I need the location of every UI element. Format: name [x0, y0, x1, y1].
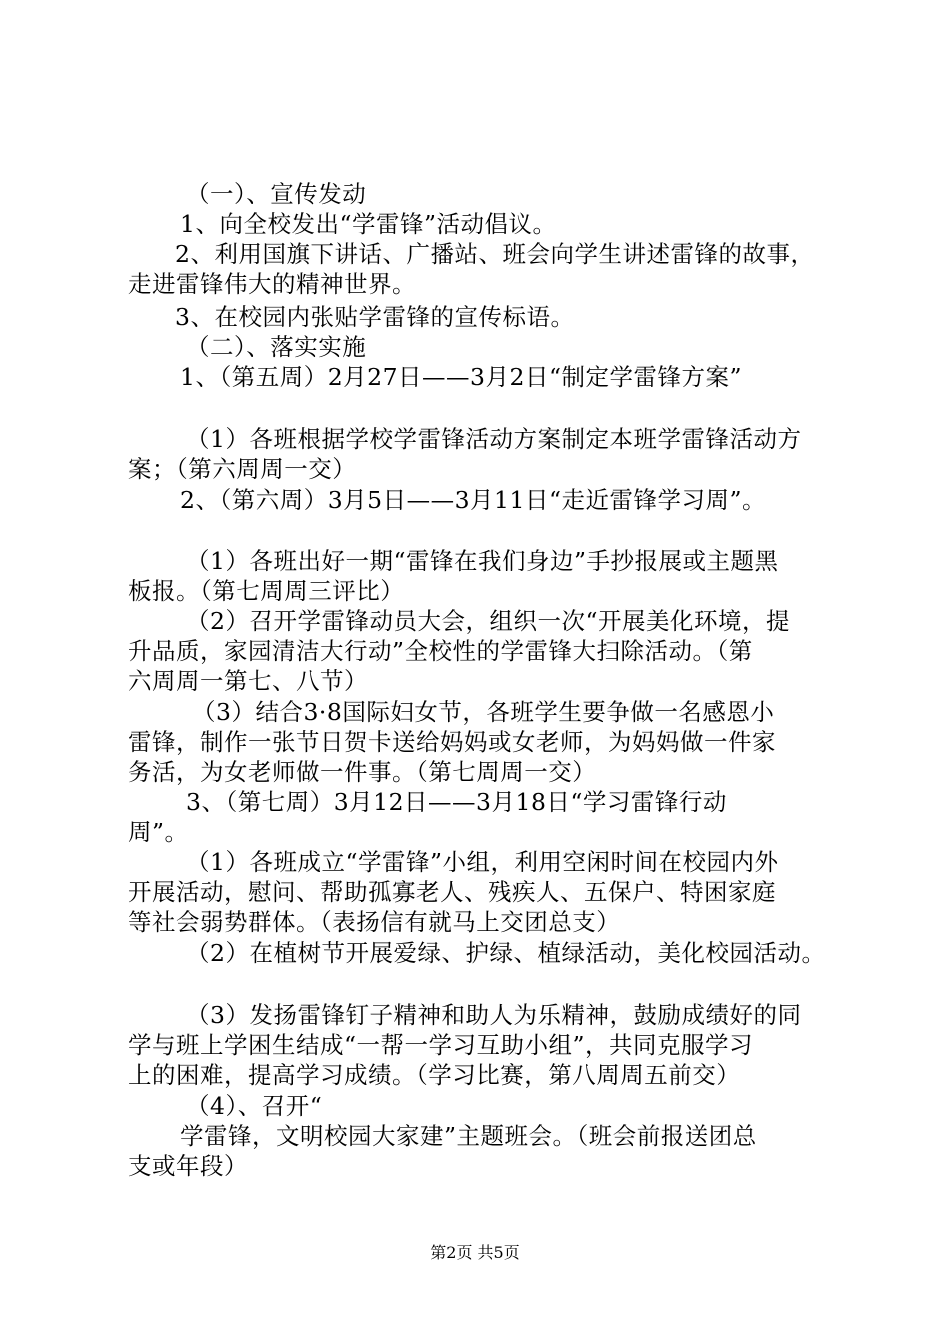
paragraph-line: 板报。（第七周周三评比） — [128, 577, 405, 605]
paragraph-line: （4）、召开“ — [186, 1092, 323, 1120]
week-heading: 3、（第七周）3月12日——3月18日“学习雷锋行动 — [186, 788, 727, 816]
paragraph-line: 学与班上学困生结成“一帮一学习互助小组”，共同克服学习 — [128, 1031, 754, 1059]
section-heading-publicity: （一）、宣传发动 — [186, 180, 367, 208]
paragraph-line: 1、向全校发出“学雷锋”活动倡议。 — [180, 210, 557, 238]
paragraph-line: （2）召开学雷锋动员大会，组织一次“开展美化环境，提 — [186, 607, 790, 635]
paragraph-line: （1）各班根据学校学雷锋活动方案制定本班学雷锋活动方 — [186, 425, 802, 453]
paragraph-line: 等社会弱势群体。（表扬信有就马上交团总支） — [128, 908, 621, 936]
paragraph-line: 2、利用国旗下讲话、广播站、班会向学生讲述雷锋的故事， — [175, 240, 815, 268]
paragraph-line: 案；（第六周周一交） — [128, 455, 357, 483]
paragraph-line: 学雷锋，文明校园大家建”主题班会。（班会前报送团总 — [180, 1122, 757, 1150]
paragraph-line: 上的困难，提高学习成绩。（学习比赛，第八周周五前交） — [128, 1061, 741, 1089]
paragraph-line: （2）在植树节开展爱绿、护绿、植绿活动，美化校园活动。 — [186, 939, 826, 967]
paragraph-line: （1）各班出好一期“雷锋在我们身边”手抄报展或主题黑 — [186, 547, 779, 575]
paragraph-line: 3、在校园内张贴学雷锋的宣传标语。 — [175, 303, 575, 331]
paragraph-line: 支或年段） — [128, 1152, 248, 1180]
paragraph-line: 周”。 — [128, 818, 189, 846]
paragraph-line: 六周周一第七、八节） — [128, 667, 368, 695]
paragraph-line: 走进雷锋伟大的精神世界。 — [128, 270, 416, 298]
page-number-footer: 第2页 共5页 — [430, 1243, 520, 1262]
paragraph-line: （3）结合3·8国际妇女节，各班学生要争做一名感恩小 — [192, 698, 775, 726]
paragraph-line: 雷锋，制作一张节日贺卡送给妈妈或女老师，为妈妈做一件家 — [128, 728, 776, 756]
week-heading: 2、（第六周）3月5日——3月11日“走近雷锋学习周”。 — [180, 486, 766, 514]
paragraph-line: 开展活动，慰问、帮助孤寡老人、残疾人、五保户、特困家庭 — [128, 878, 776, 906]
paragraph-line: （1）各班成立“学雷锋”小组，利用空闲时间在校园内外 — [186, 848, 779, 876]
week-heading: 1、（第五周）2月27日——3月2日“制定学雷锋方案” — [180, 363, 742, 391]
paragraph-line: 务活，为女老师做一件事。（第七周周一交） — [128, 758, 597, 786]
paragraph-line: 升品质，家园清洁大行动”全校性的学雷锋大扫除活动。（第 — [128, 637, 753, 665]
paragraph-line: （3）发扬雷锋钉子精神和助人为乐精神，鼓励成绩好的同 — [186, 1001, 802, 1029]
section-heading-implementation: （二）、落实实施 — [186, 333, 367, 361]
